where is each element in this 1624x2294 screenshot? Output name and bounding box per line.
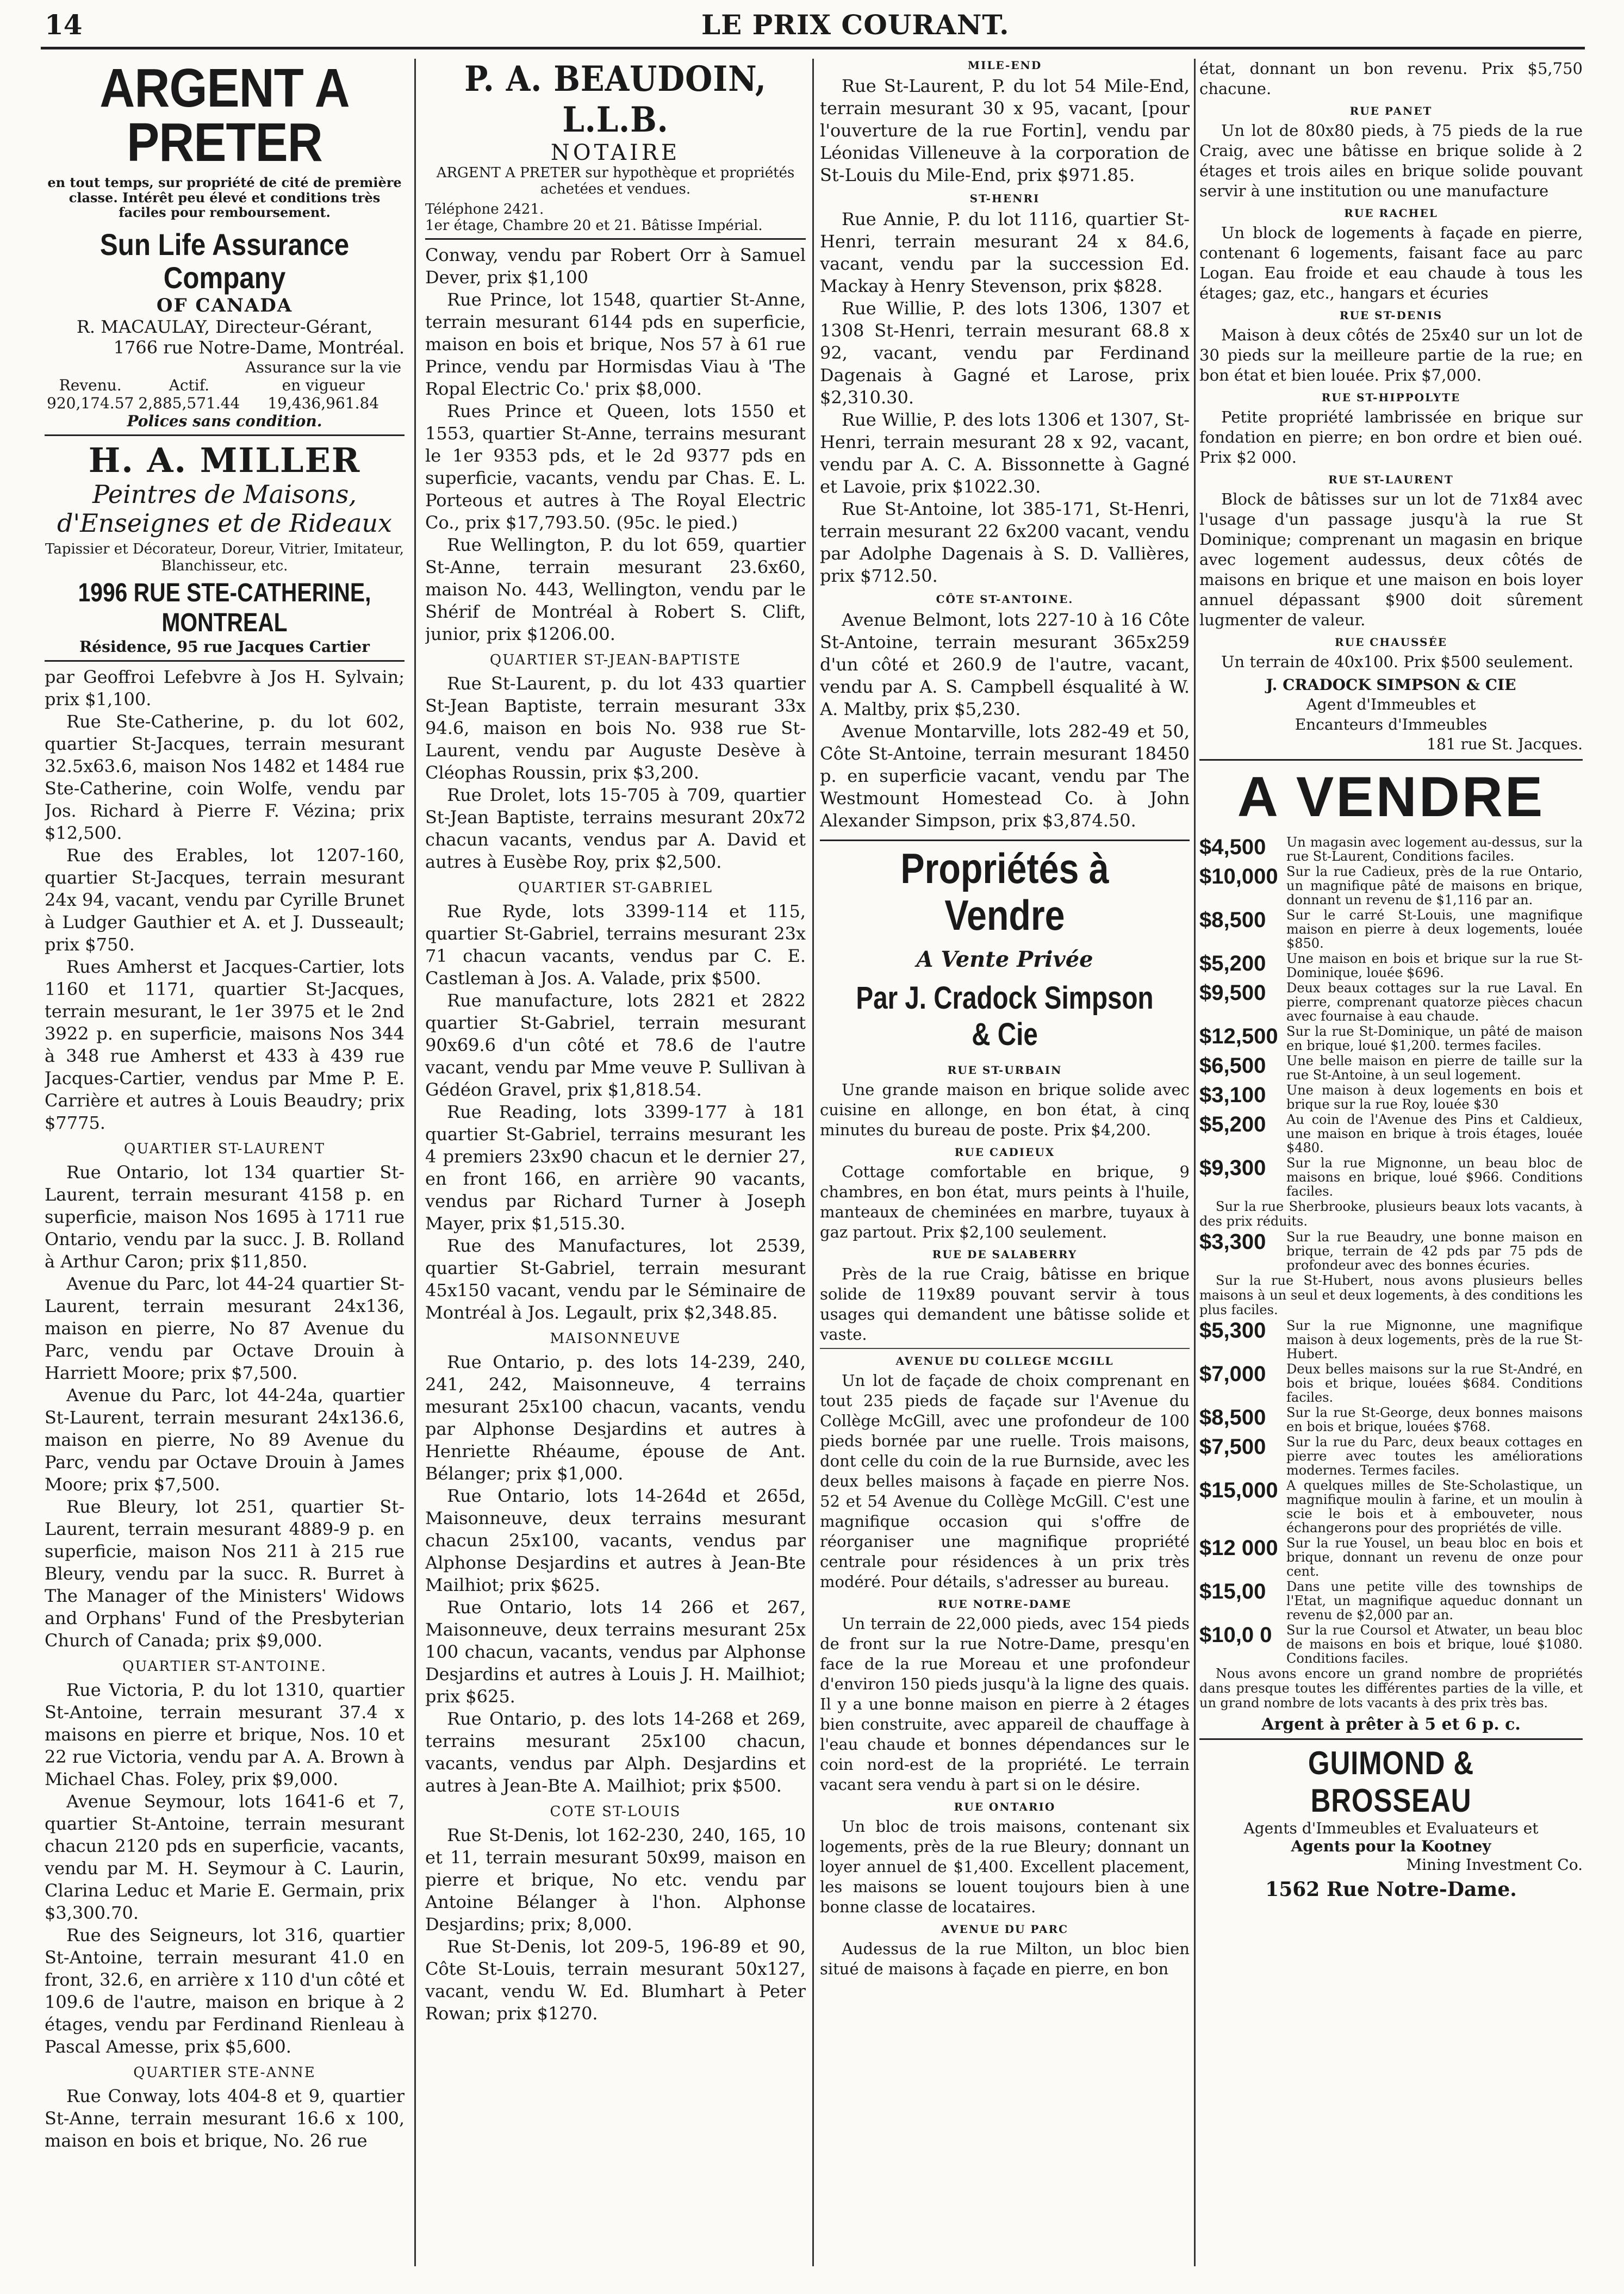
paragraph: Rue Ontario, lot 134 quartier St-Laurent, terrain mesurant 4158 p. en superficie, maison Nos 1695 à 1711 rue Ontario, vendu par la succ. J. B. Rolland à Arthur Caron; prix $11,850.: [45, 1161, 405, 1272]
value-revenu: 920,174.57: [47, 394, 134, 412]
listing-desc: Sur la rue Cadieux, près de la rue Ontario, un magnifique pâté de maisons en brique, donnant un revenu de $1,116 par an.: [1286, 863, 1583, 907]
paragraph: Une grande maison en brique solide avec cuisine en allonge, en bon état, à cinq minutes du bureau de poste. Prix $4,200.: [820, 1080, 1190, 1139]
par-cradock-simpson: Par J. Cradock Simpson & Cie: [856, 980, 1154, 1052]
section-cote-st-antoine: CÔTE ST-ANTOINE.: [936, 593, 1074, 606]
listing-item: [1199, 1536, 1583, 1578]
listing-desc: Sur la rue St-George, deux bonnes maisons en bois et brique, louées $768.: [1286, 1404, 1583, 1434]
listing-item: [1199, 1156, 1583, 1198]
section-rue-notre-dame: RUE NOTRE-DAME: [938, 1597, 1072, 1611]
listing-price: $10,0 0: [1199, 1622, 1272, 1647]
paragraph: Un lot de façade de choix comprenant en tout 235 pieds de façade sur l'Avenue du Collège McGill, avec une profondeur de 100 pieds bornée par une ruelle. Trois maisons, dont celle du coin de la rue Burnside, avec les deux belles maisons à façade en pierre Nos. 52 et 54 Avenue du Collège McGill. C'est une magnifique occasion qui s'offre de réorganiser une magnifique propriété centrale pour résidences à un prix très modéré. Pour détails, s'adresser au bureau.: [820, 1371, 1190, 1591]
page-header: [0, 0, 1624, 54]
listing-desc: Sur le carré St-Louis, une magnifique maison en pierre à deux logements, louée $850.: [1286, 907, 1583, 951]
listing-price: $12 000: [1199, 1535, 1278, 1560]
paragraph: Rue Ontario, p. des lots 14-239, 240, 241, 242, Maisonneuve, 4 terrains mesurant 25x100 chacun, vacants, vendu par Alphonse Desjardins et autres à Henriette Rhéaume, épouse de Ant. Bélanger; prix $1,000.: [425, 1351, 806, 1484]
listing-item: [1199, 835, 1583, 863]
listing-price: $5,200: [1199, 1112, 1266, 1136]
listing-price: $3,100: [1199, 1083, 1266, 1107]
paragraph: état, donnant un bon revenu. Prix $5,750 chacune.: [1199, 59, 1583, 98]
listing-price: $7,000: [1199, 1362, 1266, 1386]
listing-desc: Deux beaux cottages sur la rue Laval. En pierre, comprenant quatorze pièces chacun avec fournaise à eau chaude.: [1286, 980, 1583, 1024]
listing-st-denis: [1199, 325, 1583, 386]
paragraph: Avenue du Parc, lot 44-24 quartier St-Laurent, terrain mesurant 24x136, maison en pierre, No 87 Avenue du Parc, vendu par Octave Drouin à Harriett Moore; prix $7,500.: [45, 1273, 405, 1383]
section-quartier-st-laurent: QUARTIER ST-LAURENT: [124, 1140, 325, 1157]
column-divider: [812, 59, 814, 2266]
section-rue-cadieux: RUE CADIEUX: [954, 1145, 1055, 1159]
journal-title: LE PRIX COURANT.: [701, 9, 1010, 41]
paragraph: Rue manufacture, lots 2821 et 2822 quartier St-Gabriel, terrain mesurant 90x69.6 d'un côté et 78.6 de l'autre vacant, vendu par Mme veuve P. Sullivan à Gédéon Gravel, prix $1,818.54.: [425, 990, 806, 1100]
section-quartier-st-jean-baptiste: QUARTIER ST-JEAN-BAPTISTE: [489, 651, 742, 668]
column-3: [820, 59, 1190, 2266]
transactions-2c: [425, 900, 806, 1324]
more-properties-note: Nous avons encore un grand nombre de propriétés dans presque toutes les différentes parties de la ville, et un grand nombre de lots vacants à des prix très bas.: [1199, 1665, 1583, 1711]
header-assurance: Assurance sur la vie en vigueur: [245, 358, 402, 394]
argent-a-preter-heading: ARGENT A PRETER: [99, 59, 350, 173]
paragraph: par Geoffroi Lefebvre à Jos H. Sylvain; prix $1,100.: [45, 666, 405, 710]
miller-sub: Tapissier et Décorateur, Doreur, Vitrier, Imitateur, Blanchisseur, etc.: [45, 540, 405, 574]
section-mile-end: MILE-END: [967, 59, 1042, 72]
paragraph: Rue Victoria, P. du lot 1310, quartier St-Antoine, terrain mesurant 37.4 x maisons en pierre et brique, Nos. 10 et 22 rue Victoria, vendu par A. A. Brown à Michael Chas. Foley, prix $9,000.: [45, 1679, 405, 1789]
paragraph: Block de bâtisses sur un lot de 71x84 avec l'usage d'un passage jusqu'à la rue St Dominique; comprenant un magasin en brique avec logement audessus, deux côtés de maisons en brique et une maison en bois loyer annuel dépassant $900 doit sûrement lugmenter de valeur.: [1199, 490, 1583, 629]
column-2: [425, 59, 806, 2266]
cradock-signature: J. CRADOCK SIMPSON & CIE: [1266, 676, 1516, 694]
section-avenue-college-mcgill: AVENUE DU COLLEGE MCGILL: [895, 1354, 1114, 1367]
macaulay: R. MACAULAY, Directeur-Gérant,: [76, 316, 373, 337]
argent-subtitle: en tout temps, sur propriété de cité de première classe. Intérêt peu élevé et conditions très faciles pour remboursement.: [47, 175, 402, 221]
sunlife-address: 1766 rue Notre-Dame, Montréal.: [113, 337, 405, 358]
paragraph: Rue des Manufactures, lot 2539, quartier St-Gabriel, terrain mesurant 45x150 vacant, vendu par le Séminaire de Montréal à Jos. Legault, prix $2,348.85.: [425, 1235, 806, 1323]
listing-desc: Deux belles maisons sur la rue St-André, en bois et brique, louées $684. Conditions faciles.: [1286, 1361, 1583, 1405]
listing-rachel: [1199, 223, 1583, 303]
paragraph: Rue Ontario, lots 14-264d et 265d, Maisonneuve, deux terrains mesurant chacun 25x100, vacants, vendus par Alphonse Desjardins et autres à Jean-Bte Mailhiot; prix $625.: [425, 1485, 806, 1595]
st-hubert-note: Sur la rue St-Hubert, nous avons plusieurs belles maisons à un seul et deux logements, à des conditions les plus faciles.: [1199, 1272, 1583, 1317]
guimond-mining: Mining Investment Co.: [1406, 1855, 1583, 1874]
listing-desc: Sur la rue Beaudry, une bonne maison en brique, terrain de 42 pds par 75 pds de profondeur avec des bonnes écuries.: [1286, 1229, 1583, 1273]
listing-notre-dame: [820, 1614, 1190, 1795]
transactions-1b: [45, 1161, 405, 1652]
listing-desc: A quelques milles de Ste-Scholastique, un magnifique moulin à farine, et un moulin à scie le bois et à embouveter, nous échangerons pour des propriétés de ville.: [1286, 1477, 1583, 1535]
vente-privee: A Vente Privée: [916, 946, 1093, 972]
notaire: NOTAIRE: [550, 140, 681, 165]
paragraph: Un block de logements à façade en pierre, contenant 6 logements, faisant face au parc Logan. Eau froide et eau chaude à tous les étages; gaz, etc., hangars et écuries: [1199, 223, 1583, 302]
listing-desc: Une belle maison en pierre de taille sur la rue St-Antoine, à un seul logement.: [1286, 1053, 1583, 1083]
paragraph: Un lot de 80x80 pieds, à 75 pieds de la rue Craig, avec une bâtisse en brique solide à 2 étages et trois ailes en brique solide pouvant servir à une institution ou une manufacture: [1199, 121, 1583, 200]
paragraph: Rue St-Laurent, P. du lot 54 Mile-End, terrain mesurant 30 x 95, vacant, [pour l'ouverture de la rue Fortin], vendu par Léonidas Villeneuve à la corporation de St-Louis du Mile-End, prix $971.85.: [820, 76, 1190, 185]
argent-a-preter-rate: Argent à prêter à 5 et 6 p. c.: [1261, 1714, 1521, 1734]
paragraph: Avenue du Parc, lot 44-24a, quartier St-Laurent, terrain mesurant 24x136.6, maison en pierre, No 89 Avenue du Parc, vendu par Octave Drouin à James Moore; prix $7,500.: [45, 1384, 405, 1495]
paragraph: Rues Prince et Queen, lots 1550 et 1553, quartier St-Anne, terrains mesurant le 1er 9353 pds, et le 2d 9377 pds en superficie, vacants, vendu par Chas. E. L. Porteous et autres à The Royal Electric Co., prix $17,793.50. (95c. le pied.): [425, 400, 806, 533]
listing-price: $4,500: [1199, 835, 1266, 859]
listing-price: $8,500: [1199, 907, 1266, 932]
paragraph: Rue Reading, lots 3399-177 à 181 quartier St-Gabriel, terrains mesurant les 4 premiers 23x90 chacun et le dernier 27, en front 166, en arrière 90 vacants, vendus par Richard Turner à Joseph Mayer, prix $1,515.30.: [425, 1101, 806, 1234]
miller-address: 1996 RUE STE-CATHERINE, MONTREAL: [78, 578, 371, 637]
listing-price: $5,300: [1199, 1318, 1266, 1342]
paragraph: Rue des Seigneurs, lot 316, quartier St-Antoine, terrain mesurant 41.0 en front, 32.6, en arrière x 110 d'un côté et 109.6 de l'autre, maison en brique à 2 étages, vendu par Ferdinand Rienleau à Pascal Amesse, prix $5,600.: [45, 1924, 405, 2057]
paragraph: Rue Annie, P. du lot 1116, quartier St-Henri, terrain mesurant 24 x 84.6, vacant, vendu par la succession Ed. Mackay à Henry Stevenson, prix $828.: [820, 209, 1190, 296]
transactions-2b: [425, 673, 806, 873]
paragraph: Rue Willie, P. des lots 1306, 1307 et 1308 St-Henri, terrain mesurant 68.8 x 92, vacant, vendu par Ferdinand Dagenais à Gagné et Larose, prix $2,310.30.: [820, 298, 1190, 408]
section-quartier-st-gabriel: QUARTIER ST-GABRIEL: [518, 879, 713, 896]
paragraph: Un bloc de trois maisons, contenant six logements, près de la rue Bleury; donnant un loyer annuel de $1,400. Excellent placement, les maisons se louent toujours bien à une bonne classe de locataires.: [820, 1817, 1190, 1916]
transactions-3c: [820, 609, 1190, 832]
paragraph: Avenue Seymour, lots 1641-6 et 7, quartier St-Antoine, terrain mesurant chacun 2120 pds en superficie, vacants, vendu par M. H. Seymour à C. Laurin, Clarina Leduc et Marie E. Germain, prix $3,300.70.: [45, 1791, 405, 1923]
listing-price: $15,000: [1199, 1478, 1278, 1502]
listing-item: [1199, 1230, 1583, 1272]
listing-price: $10,000: [1199, 864, 1278, 888]
divider: [820, 840, 1190, 841]
listing-item: [1199, 908, 1583, 950]
paragraph: Un terrain de 40x100. Prix $500 seulement.: [1221, 652, 1573, 671]
section-rue-st-urbain: RUE ST-URBAIN: [947, 1063, 1062, 1077]
transactions-1d: [45, 2085, 405, 2152]
section-rue-chaussee: RUE CHAUSSÉE: [1335, 636, 1447, 649]
paragraph: Rue Ontario, lots 14 266 et 267, Maisonneuve, deux terrains mesurant 25x 100 chacun, vacants, vendus par Alphonse Desjardins et autres à Louis J. H. Mailhiot; prix $625.: [425, 1596, 806, 1707]
miller-residence: Résidence, 95 rue Jacques Cartier: [79, 637, 370, 656]
paragraph: Rue Wellington, P. du lot 659, quartier St-Anne, terrain mesurant 23.6x60, maison No. 443, Wellington, vendu par le Shérif de Montréal à Robert S. Clift, junior, prix $1206.00.: [425, 534, 806, 644]
of-canada: OF CANADA: [156, 294, 293, 316]
paragraph: Rue Ontario, p. des lots 14-268 et 269, terrains mesurant 25x100 chacun, vacants, vendus par Alph. Desjardins et autres à Jean-Bte A. Mailhiot; prix $500.: [425, 1708, 806, 1796]
listing-price: $6,500: [1199, 1053, 1266, 1078]
paragraph: Maison à deux côtés de 25x40 sur un lot de 30 pieds sur la meilleure partie de la rue; en bon état et bien louée. Prix $7,000.: [1199, 326, 1583, 384]
listing-item: [1199, 1083, 1583, 1111]
listing-price: $8,500: [1199, 1405, 1266, 1429]
value-assurance: 19,436,961.84: [267, 394, 379, 412]
listing-item: [1199, 952, 1583, 980]
listing-college-mcgill: [820, 1371, 1190, 1592]
sun-life-heading: Sun Life Assurance Company: [99, 227, 350, 295]
transactions-2e: [425, 1824, 806, 2025]
divider: [425, 238, 806, 240]
guimond-brosseau-heading: GUIMOND & BROSSEAU: [1308, 1744, 1474, 1819]
listing-price: $9,500: [1199, 980, 1266, 1005]
paragraph: Rue Bleury, lot 251, quartier St-Laurent, terrain mesurant 4889-9 p. en superficie, maison Nos 211 à 215 rue Bleury, vendu par la succ. R. Burret à The Manager of the Ministers' Widows and Orphans' Fund of the Presbyterian Church of Canada; prix $9,000.: [45, 1496, 405, 1651]
section-st-henri: ST-HENRI: [969, 192, 1040, 205]
beaudoin-argent: ARGENT A PRETER sur hypothèque et propriétés achetées et vendues.: [436, 165, 795, 197]
listing-st-laurent: [1199, 489, 1583, 630]
transactions-3a: [820, 75, 1190, 186]
listing-desc: Sur la rue Yousel, un beau bloc en bois et brique, donnant un revenu de onze pour cent.: [1286, 1535, 1583, 1579]
section-rue-panet: RUE PANET: [1349, 104, 1433, 117]
listing-item: [1199, 1054, 1583, 1082]
section-rue-ontario: RUE ONTARIO: [954, 1800, 1056, 1813]
paragraph: Rue Ryde, lots 3399-114 et 115, quartier St-Gabriel, terrains mesurant 23x 71 chacun vacants, vendus par C. E. Castleman à Jos. A. Valade, prix $500.: [425, 900, 806, 989]
divider: [45, 434, 405, 436]
paragraph: Rues Amherst et Jacques-Cartier, lots 1160 et 1171, quartier St-Jacques, terrain mesurant, le 1er 3975 et le 2nd 3922 p. en superficie, maisons Nos 344 à 348 rue Amherst et 433 à 439 rue Jacques-Cartier, vendus par Mme P. E. Carrière et autres à Louis Beaudry; prix $7775.: [45, 956, 405, 1133]
cradock-agent: Agent d'Immeubles et: [1306, 695, 1476, 714]
listing-item: [1199, 1623, 1583, 1665]
listing-price: $3,300: [1199, 1229, 1266, 1254]
section-maisonneuve: MAISONNEUVE: [550, 1330, 681, 1347]
paragraph: Rue St-Antoine, lot 385-171, St-Henri, terrain mesurant 22 6x200 vacant, vendu par Adolphe Dagenais à S. D. Vallières, prix $712.50.: [820, 499, 1190, 586]
paragraph: Rue Prince, lot 1548, quartier St-Anne, terrain mesurant 6144 pds en superficie, maison en bois et brique, Nos 57 à 61 rue Prince, vendu par Hormisdas Viau à 'The Ropal Electric Co.' prix $8,000.: [425, 289, 806, 399]
revenue-table: [45, 358, 405, 412]
paragraph: Avenue Montarville, lots 282-49 et 50, Côte St-Antoine, terrain mesurant 18450 p. en superficie vacant, vendu par The Westmount Homestead Co. à John Alexander Simpson, prix $3,874.50.: [820, 721, 1190, 831]
listing-item: [1199, 1435, 1583, 1477]
listing-panet: [1199, 121, 1583, 201]
paragraph: Rue Ste-Catherine, p. du lot 602, quartier St-Jacques, terrain mesurant 32.5x63.6, maison Nos 1482 et 1484 rue Ste-Catherine, coin Wolfe, vendu par Jos. Richard à Pierre F. Vézina; prix $12,500.: [45, 711, 405, 843]
listing-item: [1199, 1362, 1583, 1404]
section-cote-st-louis: COTE ST-LOUIS: [550, 1803, 681, 1820]
polices: Polices sans condition.: [127, 412, 322, 430]
column-divider: [1194, 59, 1196, 2266]
paragraph: Rue St-Laurent, p. du lot 433 quartier St-Jean Baptiste, terrain mesurant 33x 94.6, maison en bois No. 938 rue St-Laurent, vendu par Auguste Desève à Cléophas Roussin, prix $3,200.: [425, 673, 806, 783]
value-actif: 2,885,571.44: [138, 394, 240, 412]
section-quartier-ste-anne: QUARTIER STE-ANNE: [133, 2064, 316, 2081]
transactions-1c: [45, 1679, 405, 2058]
listing-desc: Sur la rue St-Dominique, un pâté de maison en brique, loué $1,200. termes faciles.: [1286, 1023, 1583, 1053]
page-number: 14: [45, 9, 83, 41]
cradock-encanteurs: Encanteurs d'Immeubles: [1295, 715, 1488, 733]
divider: [1199, 759, 1583, 761]
listing-st-urbain: [820, 1080, 1190, 1140]
a-vendre-heading: A VENDRE: [1237, 765, 1545, 829]
listings-group-3: [1199, 1319, 1583, 1665]
continued-listing: [1199, 59, 1583, 99]
miller-trade: Peintres de Maisons, d'Enseignes et de Rideaux: [57, 479, 392, 538]
listing-price: $5,200: [1199, 951, 1266, 975]
beaudoin-heading: P. A. BEAUDOIN, L.L.B.: [464, 59, 767, 140]
paragraph: Rue Conway, lots 404-8 et 9, quartier St-Anne, terrain mesurant 16.6 x 100, maison en bois et brique, No. 26 rue: [45, 2085, 405, 2151]
transactions-2a: [425, 244, 806, 645]
section-rue-rachel: RUE RACHEL: [1344, 207, 1438, 220]
header-revenu: Revenu.: [59, 376, 122, 394]
listing-price: $7,500: [1199, 1434, 1266, 1459]
header-rule: [41, 47, 1585, 49]
listing-desc: Au coin de l'Avenue des Pins et Caldieux, une maison en brique à trois étages, louée $480.: [1286, 1111, 1583, 1155]
proprietes-a-vendre-heading: Propriétés à Vendre: [900, 844, 1109, 939]
listing-cadieux: [820, 1162, 1190, 1242]
listing-desc: Sur la rue Mignonne, un beau bloc de maisons en brique, loué $966. Conditions faciles.: [1286, 1155, 1583, 1199]
column-1: [45, 59, 405, 2266]
beaudoin-etage: 1er étage, Chambre 20 et 21. Bâtisse Impérial.: [425, 217, 763, 234]
listing-avenue-du-parc: [820, 1939, 1190, 1979]
paragraph: Rue St-Denis, lot 162-230, 240, 165, 10 et 11, terrain mesurant 50x99, maison en pierre et brique, No etc. vendu par Antoine Bélanger à l'hon. Alphonse Desjardins; prix; 8,000.: [425, 1824, 806, 1935]
header-actif: Actif.: [169, 376, 210, 394]
listing-price: $15,00: [1199, 1579, 1266, 1603]
listing-item: [1199, 981, 1583, 1023]
paragraph: Rue des Erables, lot 1207-160, quartier St-Jacques, terrain mesurant 24x 94, vacant, vendu par Cyrille Brunet à Ludger Gauthier et A. et J. Dusseault; prix $750.: [45, 844, 405, 955]
listing-item: [1199, 1406, 1583, 1434]
listing-ontario: [820, 1817, 1190, 1917]
paragraph: Petite propriété lambrissée en brique sur fondation en pierre; en bon ordre et bien oué. Prix $2 000.: [1199, 408, 1583, 467]
transactions-1a: [45, 666, 405, 1134]
listing-item: [1199, 1319, 1583, 1361]
section-rue-st-denis: RUE ST-DENIS: [1339, 309, 1443, 322]
listing-salaberry: [820, 1264, 1190, 1345]
column-4: [1199, 59, 1583, 2266]
paragraph: Audessus de la rue Milton, un bloc bien situé de maisons à façade en pierre, en bon: [820, 1939, 1190, 1978]
listings-group-1: [1199, 835, 1583, 1198]
divider: [820, 1348, 1190, 1349]
listing-item: [1199, 1580, 1583, 1622]
listing-desc: Un magasin avec logement au-dessus, sur la rue St-Laurent, Conditions faciles.: [1286, 834, 1583, 864]
listing-desc: Sur la rue Coursol et Atwater, un beau bloc de maisons en bois et brique, loué $1080. Conditions faciles.: [1286, 1622, 1583, 1666]
paragraph: Rue St-Denis, lot 209-5, 196-89 et 90, Côte St-Louis, terrain mesurant 50x127, vacant, vendu W. Ed. Blumhart à Peter Rowan; prix $1270.: [425, 1936, 806, 2024]
section-rue-st-hippolyte: RUE ST-HIPPOLYTE: [1321, 391, 1461, 404]
listing-desc: Une maison en bois et brique sur la rue St-Dominique, louée $696.: [1286, 950, 1583, 980]
listing-desc: Sur la rue Mignonne, une magnifique maison à deux logements, près de la rue St-Hubert.: [1286, 1317, 1583, 1362]
miller-heading: H. A. MILLER: [88, 440, 361, 480]
transactions-3b: [820, 208, 1190, 587]
divider: [45, 660, 405, 662]
paragraph: Cottage comfortable en brique, 9 chambres, en bon état, murs peints à l'huile, manteaux de cheminées en marbre, tuyaux à gaz partout. Prix $2,100 seulement.: [820, 1162, 1190, 1241]
listing-price: $9,300: [1199, 1155, 1266, 1180]
paragraph: Rue Drolet, lots 15-705 à 709, quartier St-Jean Baptiste, terrains mesurant 20x72 chacun vacants, vendus par A. David et autres à Eusèbe Roy, prix $2,500.: [425, 784, 806, 872]
section-quartier-st-antoine: QUARTIER ST-ANTOINE.: [122, 1658, 327, 1675]
column-divider: [414, 59, 416, 2266]
paragraph: Près de la rue Craig, bâtisse en brique solide de 119x89 pouvant servir à tous usages qui demandent une bâtisse solide et vaste.: [820, 1264, 1190, 1344]
listing-item: [1199, 1112, 1583, 1155]
listing-desc: Sur la rue du Parc, deux beaux cottages en pierre avec toutes les améliorations modernes. Termes faciles.: [1286, 1434, 1583, 1478]
listing-item: [1199, 865, 1583, 907]
beaudoin-telephone: Téléphone 2421.: [425, 201, 544, 217]
sherbrooke-note: Sur la rue Sherbrooke, plusieurs beaux lots vacants, à des prix réduits.: [1199, 1198, 1583, 1229]
listing-st-hippolyte: [1199, 407, 1583, 468]
listing-item: [1199, 1478, 1583, 1535]
listing-desc: Une maison à deux logements en bois et brique sur la rue Roy, louée $30: [1286, 1082, 1583, 1112]
divider: [1199, 1738, 1583, 1740]
paragraph: Conway, vendu par Robert Orr à Samuel Dever, prix $1,100: [425, 244, 806, 288]
listing-desc: Dans une petite ville des townships de l'Etat, un magnifique aqueduc donnant un revenu de $2,000 par an.: [1286, 1578, 1583, 1622]
transactions-2d: [425, 1351, 806, 1797]
listing-item: [1199, 1024, 1583, 1053]
section-rue-st-laurent: RUE ST-LAURENT: [1328, 473, 1454, 486]
paragraph: Un terrain de 22,000 pieds, avec 154 pieds de front sur la rue Notre-Dame, presqu'en face de la rue Moreau et une profondeur d'environ 150 pieds jusqu'à la ligne des quais. Il y a une bonne maison en pierre à 2 étages bien construite, avec appareil de chauffage à l'eau chaude et bonnes dépendances sur le coin nord-est de la propriété. Le terrain vacant sera vendu à part si on le désire.: [820, 1614, 1190, 1794]
section-rue-de-salaberry: RUE DE SALABERRY: [932, 1247, 1078, 1261]
guimond-address: 1562 Rue Notre-Dame.: [1265, 1878, 1517, 1901]
paragraph: Rue Willie, P. des lots 1306 et 1307, St-Henri, terrain mesurant 28 x 92, vacant, vendu par A. C. A. Bissonnette à Gagné et Lavoie, prix $1022.30.: [820, 409, 1190, 497]
listing-price: $12,500: [1199, 1024, 1278, 1048]
listing-chaussee: [1199, 652, 1583, 672]
section-avenue-du-parc: AVENUE DU PARC: [941, 1922, 1069, 1936]
guimond-kootney: Agents pour la Kootney: [1291, 1837, 1491, 1856]
guimond-agents: Agents d'Immeubles et Evaluateurs et: [1243, 1819, 1539, 1837]
cradock-address: 181 rue St. Jacques.: [1427, 735, 1583, 754]
paragraph: Avenue Belmont, lots 227-10 à 16 Côte St-Antoine, terrain mesurant 365x259 d'un côté et 260.9 de l'autre, vacant, vendu par A. S. Campbell ésqualité à W. A. Maltby, prix $5,230.: [820, 610, 1190, 719]
